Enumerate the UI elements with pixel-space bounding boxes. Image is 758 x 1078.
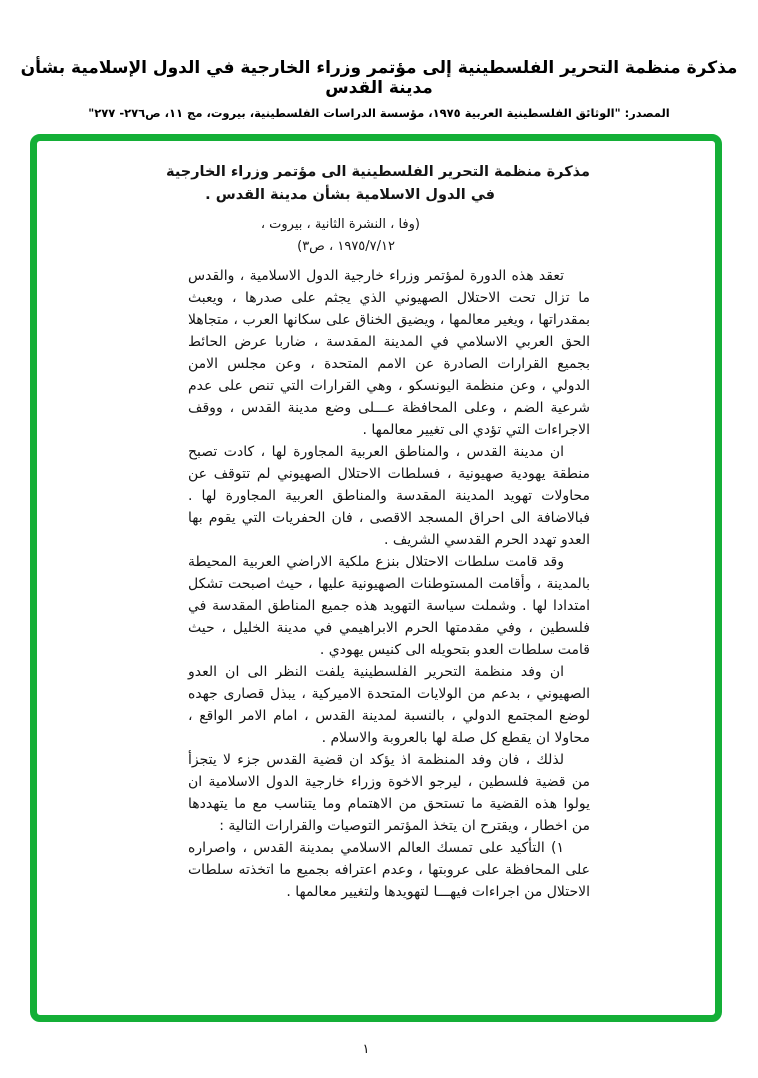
paragraph: ان وفد منظمة التحرير الفلسطينية يلفت النظر الى ان العدو الصهيوني ، بدعم من الولايات المتحدة الاميركية ، يبذل قصارى جهده لوضع المجتمع الدولي ، بالنسبة لمدينة القدس ، امام الامر الواقع ، محاولا ان يقطع كل صلة لها بالعروبة والاسلام . <box>188 664 590 746</box>
paragraph: ان مدينة القدس ، والمناطق العربية المجاورة لها ، كادت تصبح منطقة يهودية صهيونية ، فسلطات الاحتلال الصهيوني لم تتوقف عن محاولات تهويد المدينة المقدسة والمناطق العربية المجاورة لها . فبالاضافة الى احراق المسجد الاقصى ، فان الحفريات التي يقوم بها العدو تهدد الحرم القدسي الشريف . <box>188 444 590 548</box>
page-number: ١ <box>362 1042 370 1057</box>
page-header <box>0 58 758 120</box>
document-title-line2: في الدول الاسلامية بشأن مدينة القدس . <box>205 187 495 203</box>
document-title <box>166 161 590 207</box>
document-body <box>188 265 590 903</box>
paragraph: لذلك ، فان وفد المنظمة اذ يؤكد ان قضية القدس جزء لا يتجزأ من قضية فلسطين ، ليرجو الاخوة وزراء خارجية الدول الاسلامية ان يولوا هذه القضية ما تستحق من الاهتمام وما يتناسب مع ما يتهددها من اخطار ، ويقترح ان يتخذ المؤتمر التوصيات والقرارات التالية : <box>188 752 590 834</box>
page-title: مذكرة منظمة التحرير الفلسطينية إلى مؤتمر وزراء الخارجية في الدول الإسلامية بشأن مدينة القدس <box>20 58 738 98</box>
citation-line2: ١٩٧٥/٧/١٢ ، ص٣) <box>297 239 395 254</box>
document-title-line1: مذكرة منظمة التحرير الفلسطينية الى مؤتمر وزراء الخارجية <box>166 164 590 180</box>
paragraph: وقد قامت سلطات الاحتلال بنزع ملكية الاراضي العربية المحيطة بالمدينة ، وأقامت المستوطنات الصهيونية عليها ، حيث اصبحت تشكل امتدادا لها . وشملت سياسة التهويد هذه جميع المناطق المقدسة في فلسطين ، وفي مقدمتها الحرم الابراهيمي في مدينة الخليل ، حيث قامت سلطات العدو بتحويله الى كنيس يهودي . <box>188 554 590 658</box>
document-citation <box>188 214 590 258</box>
source-line: المصدر: "الوثائق الفلسطينية العربية ١٩٧٥، مؤسسة الدراسات الفلسطينية، بيروت، مج ١١، ص٢٧٦- ٢٧٧" <box>88 106 670 120</box>
paragraph: ١) التأكيد على تمسك العالم الاسلامي بمدينة القدس ، واصراره على المحافظة على عروبتها ، وعدم اعترافه بجميع ما اتخذته سلطات الاحتلال من اجراءات فيهـــا لتهويدها ولتغيير معالمها . <box>188 840 590 900</box>
paragraph: تعقد هذه الدورة لمؤتمر وزراء خارجية الدول الاسلامية ، والقدس ما تزال تحت الاحتلال الصهيوني الذي يجثم على صدرها ، ويعبث بمقدراتها ، ويغير معالمها ، ويضيق الخناق على سكانها العرب ، متجاهلا الحق العربي الاسلامي في المدينة المقدسة ، ضاربا عرض الحائط بجميع القرارات الصادرة عن الامم المتحدة ، وعن مجلس الامن الدولي ، وعن منظمة اليونسكو ، وهي القرارات التي تنص على عدم شرعية الضم ، وعلى المحافظة عـــلى وضع مدينة القدس ، ووقف الاجراءات التي تؤدي الى تغيير معالمها . <box>188 268 590 438</box>
document-frame <box>30 134 722 1022</box>
citation-line1: (وفا ، النشرة الثانية ، بيروت ، <box>260 217 420 232</box>
document-scan <box>166 161 590 903</box>
